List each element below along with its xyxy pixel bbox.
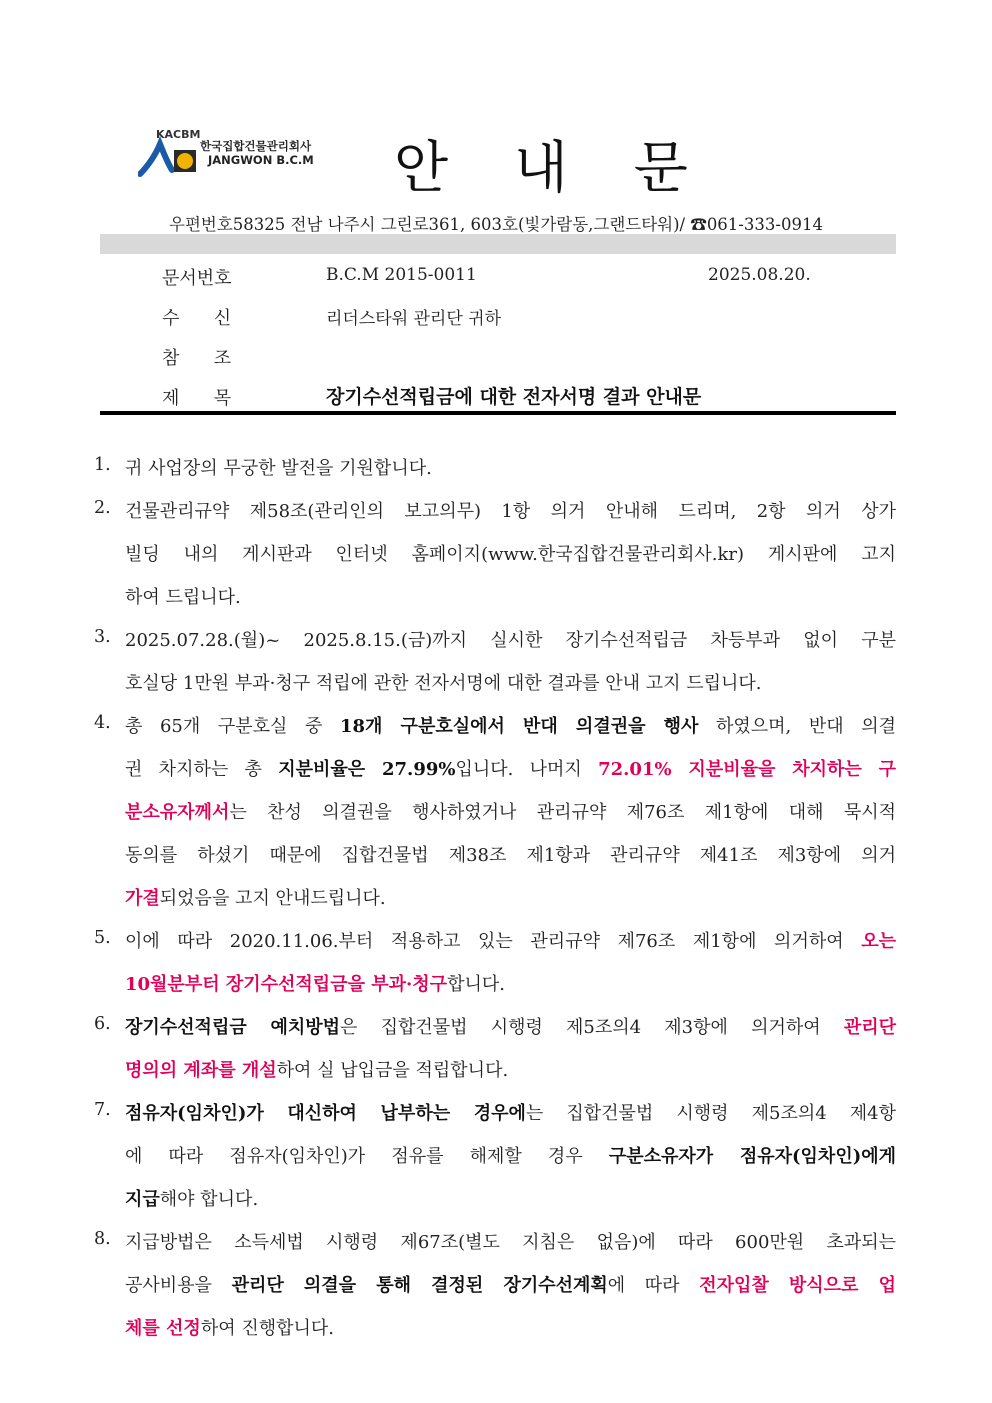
item-number: 2. — [94, 498, 111, 518]
text-run: 하여 실 납입금을 적립합니다. — [276, 1060, 509, 1081]
text-run: 하여 진행합니다. — [200, 1318, 334, 1339]
highlight-text: 체를 선정 — [125, 1318, 201, 1339]
text-run: 는 집합건물법 시행령 제5조의4 제4항 — [525, 1103, 896, 1124]
item-6-line-2 — [125, 1056, 896, 1082]
item-number: 5. — [94, 928, 111, 948]
item-2-line-3: 하여 드립니다. — [125, 587, 241, 608]
text-run: 총 65개 구분호실 중 — [125, 716, 340, 737]
item-7-line-3 — [125, 1185, 896, 1211]
company-logo — [138, 128, 338, 178]
highlight-text: 관리단 — [843, 1017, 896, 1038]
text-run: 이에 따라 2020.11.06.부터 적용하고 있는 관리규약 제76조 제1항에 의거하여 — [125, 931, 862, 952]
emphasis-text: 점유자(임차인)가 대신하여 납부하는 경우에 — [125, 1103, 526, 1124]
item-1-line: 귀 사업장의 무궁한 발전을 기원합니다. — [125, 458, 432, 479]
subject: 장기수선적립금에 대한 전자서명 결과 안내문 — [326, 386, 702, 408]
item-8-line-1: 지급방법은 소득세법 시행령 제67조(별도 지침은 없음)에 따라 600만원 초과되는 — [125, 1232, 896, 1253]
doc-date: 2025.08.20. — [708, 265, 811, 285]
highlight-text: 명의의 계좌를 개설 — [125, 1060, 277, 1081]
highlight-text: 전자입찰 방식으로 업 — [699, 1275, 896, 1296]
item-number: 8. — [94, 1229, 111, 1249]
text-run: 되었음을 고지 안내드립니다. — [159, 888, 386, 909]
recipient: 리더스타워 관리단 귀하 — [326, 309, 502, 329]
item-7-line-2 — [125, 1142, 896, 1168]
emphasis-text: 구분소유자가 점유자(임차인)에게 — [608, 1146, 897, 1167]
item-number: 1. — [94, 455, 111, 475]
highlight-text: 10월분부터 장기수선적립금을 부과·청구 — [125, 974, 448, 995]
item-8-line-3 — [125, 1314, 896, 1340]
item-number: 6. — [94, 1014, 111, 1034]
item-5-line-1 — [125, 927, 896, 953]
company-address: 우편번호58325 전남 나주시 그린로361, 603호(빛가람동,그랜드타워)/ ☎061-333-0914 — [169, 215, 823, 234]
logo-english-text: JANGWON B.C.M — [208, 153, 314, 167]
item-6-line-1 — [125, 1013, 896, 1039]
text-run: 해야 합니다. — [159, 1189, 259, 1210]
item-3-line-2: 호실당 1만원 부과·청구 적립에 관한 전자서명에 대한 결과를 안내 고지 드립니다. — [125, 673, 762, 694]
item-4-line-5 — [125, 884, 896, 910]
text-run: 입니다. 나머지 — [455, 759, 599, 780]
item-8-line-2 — [125, 1271, 896, 1297]
item-3-line-1: 2025.07.28.(월)~ 2025.8.15.(금)까지 실시한 장기수선적립금 차등부과 없이 구분 — [125, 630, 896, 651]
highlight-text: 72.01% 지분비율을 차지하는 구 — [598, 759, 896, 780]
item-4-line-1 — [125, 712, 896, 738]
subject-label: 제 목 — [162, 388, 232, 409]
doc-number-label: 문서번호 — [162, 268, 232, 289]
item-number: 4. — [94, 713, 111, 733]
document-title: 안 내 문 — [394, 136, 712, 201]
text-run: 에 따라 — [607, 1275, 700, 1296]
highlight-text: 오는 — [861, 931, 896, 952]
text-run: 하였으며, 반대 의결 — [698, 716, 896, 737]
header-band — [100, 234, 896, 254]
item-5-line-2 — [125, 970, 896, 996]
header-divider — [100, 411, 896, 415]
text-run: 공사비용을 — [125, 1275, 232, 1296]
logo-kacbm-text: KACBM — [156, 128, 201, 141]
item-number: 7. — [94, 1100, 111, 1120]
item-4-line-4: 동의를 하셨기 때문에 집합건물법 제38조 제1항과 관리규약 제41조 제3항에 의거 — [125, 845, 896, 866]
item-2-line-1: 건물관리규약 제58조(관리인의 보고의무) 1항 의거 안내해 드리며, 2항 의거 상가 — [125, 501, 896, 522]
text-run: 합니다. — [447, 974, 505, 995]
emphasis-text: 지급 — [125, 1189, 160, 1210]
emphasis-text: 장기수선적립금 예치방법 — [125, 1017, 340, 1038]
item-4-line-2 — [125, 755, 896, 781]
emphasis-text: 관리단 의결을 통해 결정된 장기수선계획 — [231, 1275, 608, 1296]
emphasis-text: 18개 구분호실에서 반대 의결권을 행사 — [339, 716, 699, 737]
text-run: 에 따라 점유자(임차인)가 점유를 해제할 경우 — [125, 1146, 609, 1167]
text-run: 권 차지하는 총 — [125, 759, 279, 780]
item-number: 3. — [94, 627, 111, 647]
emphasis-text: 지분비율은 27.99% — [278, 759, 456, 780]
item-7-line-1 — [125, 1099, 896, 1125]
doc-number: B.C.M 2015-0011 — [326, 265, 477, 285]
logo-korean-text: 한국집합건물관리회사 — [200, 139, 312, 153]
logo-mark-icon — [138, 136, 200, 178]
highlight-text: 가결 — [125, 888, 160, 909]
text-run: 는 찬성 의결권을 행사하였거나 관리규약 제76조 제1항에 대해 묵시적 — [229, 802, 896, 823]
recipient-label: 수 신 — [162, 308, 232, 329]
text-run: 은 집합건물법 시행령 제5조의4 제3항에 의거하여 — [340, 1017, 844, 1038]
item-2-line-2: 빌딩 내의 게시판과 인터넷 홈페이지(www.한국집합건물관리회사.kr) 게시판에 고지 — [125, 544, 896, 565]
item-4-line-3 — [125, 798, 896, 824]
reference-label: 참 조 — [162, 348, 232, 369]
highlight-text: 분소유자께서 — [125, 802, 230, 823]
